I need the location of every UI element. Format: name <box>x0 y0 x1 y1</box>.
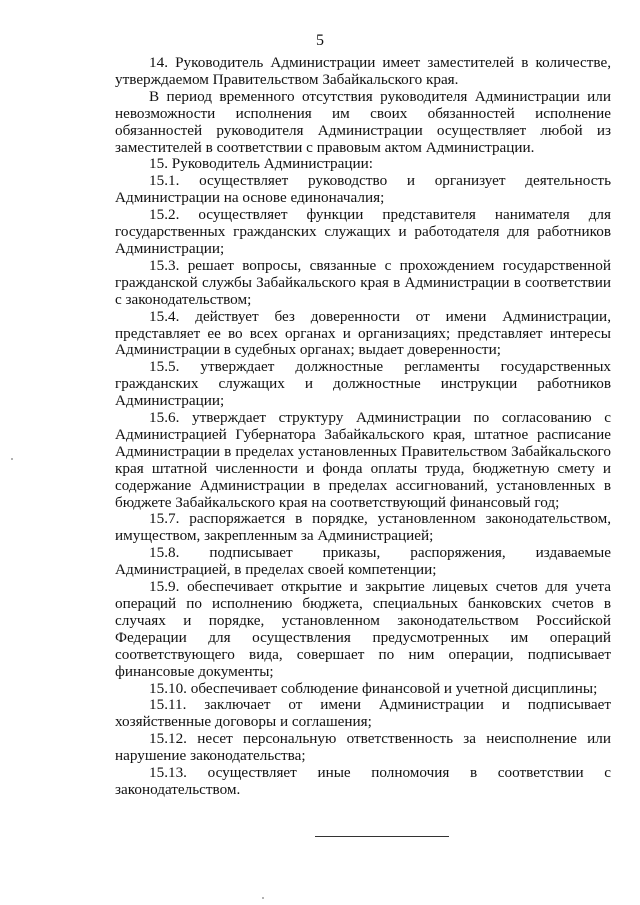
page-number: 5 <box>316 32 324 49</box>
paragraph-15-11: 15.11. заключает от имени Администрации и подписывает хозяйственные договоры и соглашения; <box>115 696 611 731</box>
body-text <box>115 55 611 799</box>
paragraph-15-10: 15.10. обеспечивает соблюдение финансовой и учетной дисциплины; <box>149 679 598 697</box>
paragraph-15-4: 15.4. действует без доверенности от имени Администрации, представляет ее во всех органах и организациях; представляет интересы Администрации в судебных органах; выдает доверенности; <box>115 307 611 359</box>
paragraph-15-13: 15.13. осуществляет иные полномочия в соответствии с законодательством. <box>115 764 611 798</box>
end-of-text-rule <box>315 836 449 837</box>
paragraph-15-2: 15.2. осуществляет функции представителя нанимателя для государственных гражданских служащих и работодателя для работников Администрации; <box>115 206 611 257</box>
paragraph-15-8: 15.8. подписывает приказы, распоряжения, издаваемые Администрацией, в пределах своей компетенции; <box>115 544 611 579</box>
paragraph-14-continuation: В период временного отсутствия руководителя Администрации или невозможности исполнения им своих обязанностей исполнение обязанностей руководителя Администрации осуществляет любой из заместителей в соответствии с правовым актом Администрации. <box>115 87 611 156</box>
paragraph-15-12: 15.12. несет персональную ответственность за неисполнение или нарушение законодательства; <box>115 730 611 765</box>
paragraph-15-3: 15.3. решает вопросы, связанные с прохождением государственной гражданской службы Забайкальского края в Администрации в соответствии с законодательством; <box>115 256 611 308</box>
paragraph-15-9: 15.9. обеспечивает открытие и закрытие лицевых счетов для учета операций по исполнению бюджета, специальных банковских счетов в случаях и порядке, установленном законодательством Российской Федерации для осуществления предусмотренных им операций соответствующего вида, совершает по ним операции, подписывает финансовые документы; <box>115 578 611 680</box>
paragraph-15-5: 15.5. утверждает должностные регламенты государственных гражданских служащих и должностные инструкции работников Администрации; <box>115 358 611 410</box>
paragraph-14: 14. Руководитель Администрации имеет заместителей в количестве, утверждаемом Правительством Забайкальского края. <box>115 54 611 88</box>
scan-speck <box>262 897 264 899</box>
paragraph-15-1: 15.1. осуществляет руководство и организует деятельность Администрации на основе единоначалия; <box>115 172 611 207</box>
paragraph-15-6: 15.6. утверждает структуру Администрации по согласованию с Администрацией Губернатора Забайкальского края, штатное расписание Администрации в пределах установленных Правительством Забайкальского края штатной численности и фонда оплаты труда, бюджетную смету и содержание Администрации в пределах ассигнований, установленных в бюджете Забайкальского края на соответствующий финансовый год; <box>115 409 611 511</box>
paragraph-15-heading: 15. Руководитель Администрации: <box>149 155 373 173</box>
scan-speck <box>11 458 13 460</box>
paragraph-15-7: 15.7. распоряжается в порядке, установленном законодательством, имуществом, закрепленным за Администрацией; <box>115 510 611 545</box>
